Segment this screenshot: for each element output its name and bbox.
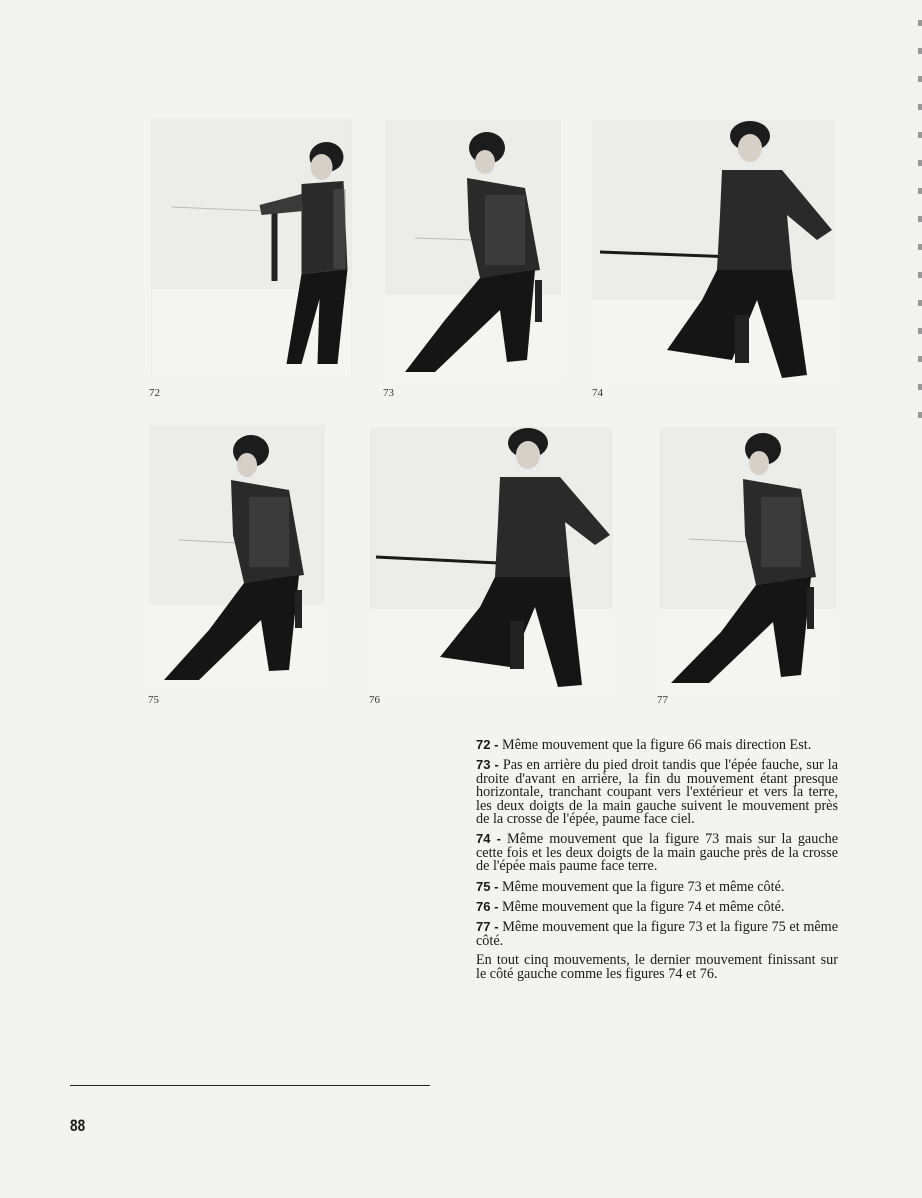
footer-rule xyxy=(70,1085,430,1086)
figure-number-74: 74 xyxy=(592,387,603,399)
paragraph-number: 74 - xyxy=(476,831,501,847)
figure-number-76: 76 xyxy=(369,694,380,706)
paragraph-number: 77 - xyxy=(476,919,499,935)
figure-number-72: 72 xyxy=(149,387,160,399)
figure-number-75: 75 xyxy=(148,694,159,706)
figure-photo-74 xyxy=(592,120,835,382)
paragraph-text: En tout cinq mouvements, le dernier mouvement finissant sur le côté gauche comme les figures 74 et 76. xyxy=(476,952,838,982)
figure-74-illustration xyxy=(592,120,835,382)
figure-76-illustration xyxy=(370,427,613,690)
paragraph-number: 75 - xyxy=(476,878,499,894)
paragraph-text: Même mouvement que la figure 74 et même côté. xyxy=(498,899,785,916)
paragraph-77 xyxy=(476,920,838,948)
paragraph-number: 76 - xyxy=(476,899,499,915)
figure-number-73: 73 xyxy=(383,387,394,399)
paragraph-number: 73 - xyxy=(476,757,499,773)
figure-number-77: 77 xyxy=(657,694,668,706)
paragraph-summary xyxy=(476,954,838,981)
figure-75-illustration xyxy=(149,425,325,687)
figure-72-illustration xyxy=(151,119,352,375)
paragraph-76 xyxy=(476,900,838,914)
paragraph-text: Même mouvement que la figure 66 mais direction Est. xyxy=(498,737,812,753)
figure-77-illustration xyxy=(659,427,836,692)
paragraph-text: Même mouvement que la figure 73 mais sur la gauche cette fois et les deux doigts de la main gauche près de la crosse de l'épée mais paume face terre. xyxy=(476,831,839,875)
paragraph-75 xyxy=(476,880,838,894)
paragraph-74 xyxy=(476,832,838,873)
figure-photo-72 xyxy=(151,119,352,375)
figure-photo-76 xyxy=(370,427,613,690)
page-edge-marks xyxy=(918,20,922,440)
figure-photo-73 xyxy=(385,120,561,378)
figure-73-illustration xyxy=(385,120,561,378)
paragraph-text: Même mouvement que la figure 73 et même côté. xyxy=(498,878,785,895)
figure-photo-75 xyxy=(149,425,325,687)
paragraph-text: Même mouvement que la figure 73 et la figure 75 et même côté. xyxy=(476,919,838,949)
paragraph-number: 72 - xyxy=(476,737,499,752)
instructions-text xyxy=(476,738,838,987)
paragraph-72 xyxy=(476,738,838,752)
paragraph-text: Pas en arrière du pied droit tandis que l'épée fauche, sur la droite d'avant en arrière, la fin du mouvement étant presque horizontale, tranchant coupant vers l'extérieur et vers la terre, les deux doigts de la main gauche suivent le mouvement près de la crosse de l'épée, paume face ciel. xyxy=(476,757,838,828)
page-number: 88 xyxy=(70,1116,86,1135)
paragraph-73 xyxy=(476,758,838,826)
figure-photo-77 xyxy=(659,427,836,692)
